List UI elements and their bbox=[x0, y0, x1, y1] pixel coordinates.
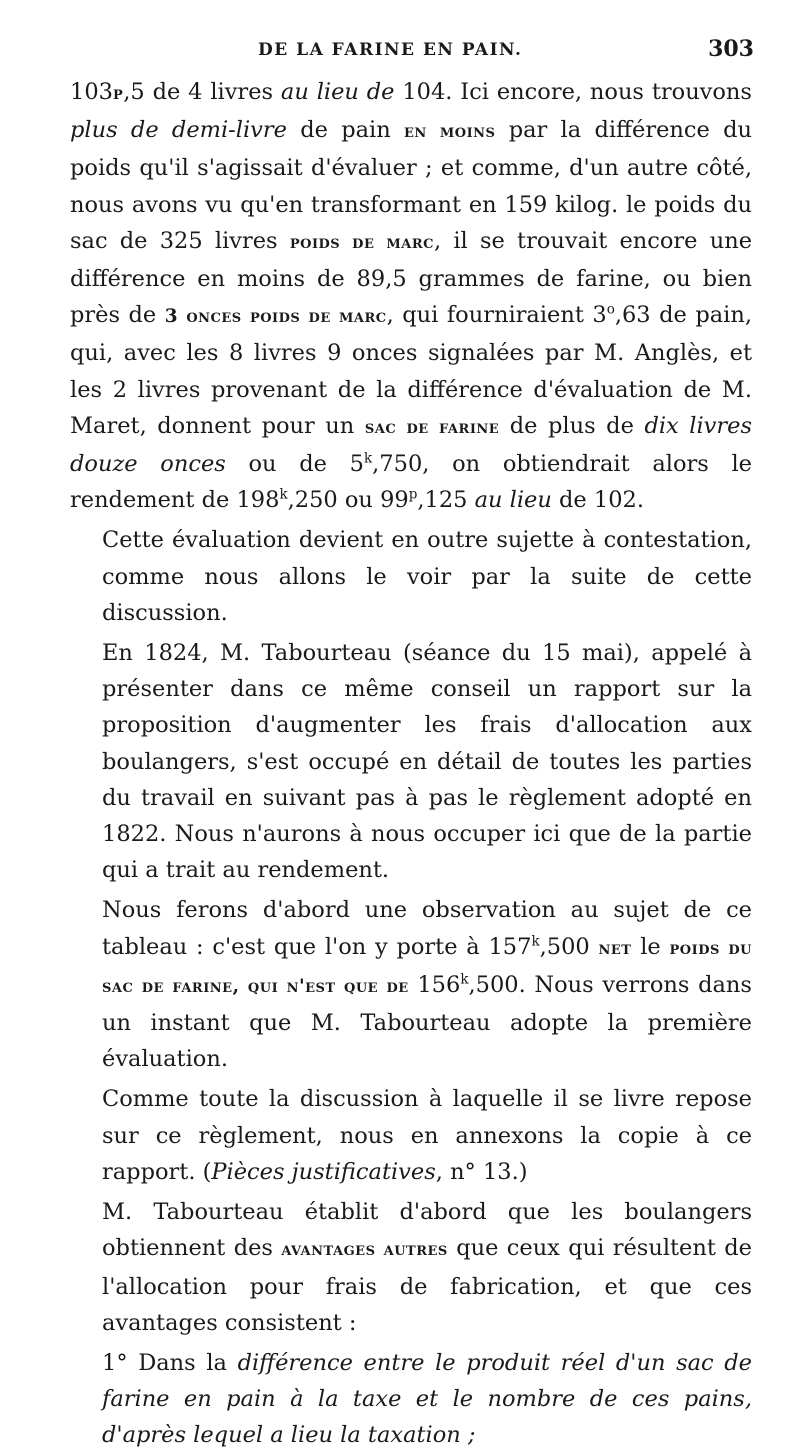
paragraph-5: Comme toute la discussion à laquelle il se livre repose sur ce règlement, nous en annexons la copie à ce rapport. (Pièces justificatives, n° 13.) bbox=[102, 1086, 752, 1185]
paragraph-6: M. Tabourteau établit d'abord que les boulangers obtiennent des avantages autres que ceux qui résultent de l'allocation pour frais de fabrication, et que ces avantages consistent : bbox=[102, 1199, 752, 1336]
paragraph-4: Nous ferons d'abord une observation au sujet de ce tableau : c'est que l'on y porte à 157$^k$,500 net le poids du sac de farine, qui n'est que de 156$^k$,500. Nous verrons dans un instant que M. Tabourteau adopte la première évaluation. bbox=[102, 897, 753, 1073]
running-title: DE LA FARINE EN PAIN. bbox=[258, 40, 523, 60]
paragraph-7: 1° Dans la différence entre le produit réel d'un sac de farine en pain à la taxe et le nombre de ces pains, d'après lequel a lieu la taxation ; bbox=[102, 1349, 752, 1449]
paragraph-2: Cette évaluation devient en outre sujette à contestation, comme nous allons le voir par la suite de cette discussion. bbox=[102, 527, 752, 626]
page-header bbox=[70, 30, 752, 66]
page-number: 303 bbox=[708, 36, 754, 62]
paragraph-1: 103p,5 de 4 livres au lieu de 104. Ici encore, nous trouvons plus de demi-livre de pain en moins par la différence du poids qu'il s'agissait d'évaluer ; et comme, d'un autre côté, nous avons vu qu'en transformant en 159 kilog. le poids du sac de 325 livres poids de marc, il se trouvait encore une différence en moins de 89,5 grammes de farine, ou bien près de 3 onces poids de marc, qui fourniraient 3$^o$,63 de pain, qui, avec les 8 livres 9 onces signalées par M. Anglès, et les 2 livres provenant de la différence d'évaluation de M. Maret, donnent pour un sac de farine de plus de dix livres douze onces ou de 5$^k$,750, on obtiendrait alors le rendement de 198$^k$,250 ou 99$^p$,125 au lieu de 102. bbox=[70, 79, 753, 514]
paragraph-3: En 1824, M. Tabourteau (séance du 15 mai), appelé à présenter dans ce même conseil un rapport sur la proposition d'augmenter les frais d'allocation aux boulangers, s'est occupé en détail de toutes les parties du travail en suivant pas à pas le règlement adopté en 1822. Nous n'aurons à nous occuper ici que de la partie qui a trait au rendement. bbox=[102, 640, 752, 884]
